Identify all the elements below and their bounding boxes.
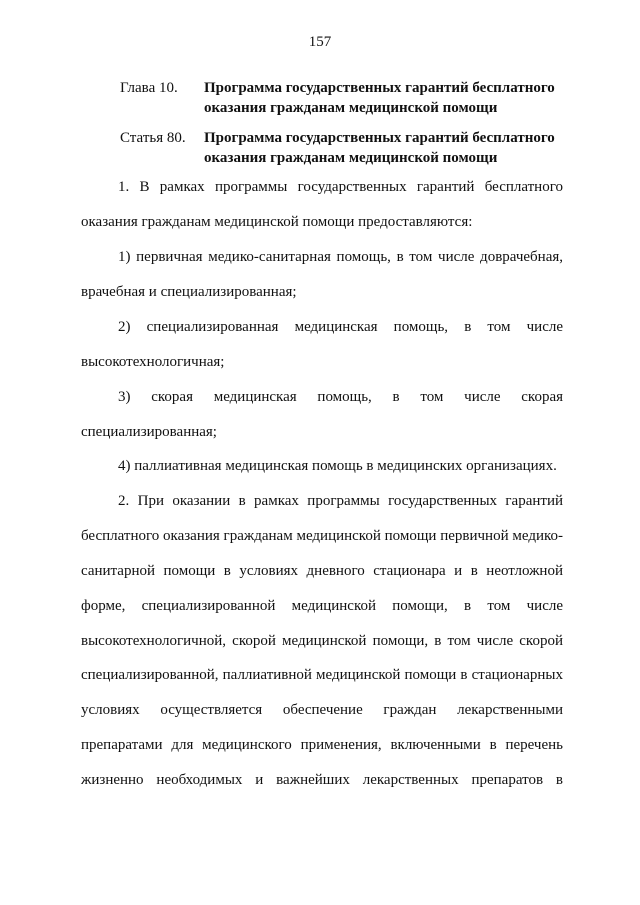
- paragraph-2-line: препаратами для медицинского применения, включенными в перечень: [81, 737, 563, 753]
- paragraph-1-line: 1. В рамках программы государственных гарантий бесплатного: [118, 179, 563, 195]
- article-title-line: Программа государственных гарантий бесплатного: [204, 130, 555, 146]
- list-item-2-line: высокотехнологичная;: [81, 354, 225, 370]
- paragraph-2-line: условиях осуществляется обеспечение граждан лекарственными: [81, 702, 563, 718]
- list-item-3-line: специализированная;: [81, 424, 217, 440]
- paragraph-2-line: специализированной, паллиативной медицинской помощи в стационарных: [81, 667, 563, 683]
- paragraph-2-line: жизненно необходимых и важнейших лекарственных препаратов в: [81, 772, 563, 788]
- paragraph-1-line: оказания гражданам медицинской помощи предоставляются:: [81, 214, 473, 230]
- chapter-title: [204, 78, 584, 118]
- paragraph-2-line: форме, специализированной медицинской помощи, в том числе: [81, 598, 563, 614]
- list-item-1-line: врачебная и специализированная;: [81, 284, 297, 300]
- chapter-title-line: Программа государственных гарантий бесплатного: [204, 80, 555, 96]
- article-label: Статья 80.: [120, 130, 186, 146]
- paragraph-2-line: бесплатного оказания гражданам медицинской помощи первичной медико-: [81, 528, 563, 544]
- article-title-line: оказания гражданам медицинской помощи: [204, 150, 498, 166]
- list-item-2-line: 2) специализированная медицинская помощь, в том числе: [118, 319, 563, 335]
- paragraph-2-line: 2. При оказании в рамках программы государственных гарантий: [118, 493, 563, 509]
- list-item-3-line: 3) скорая медицинская помощь, в том числе скорая: [118, 389, 563, 405]
- paragraph-2-line: санитарной помощи в условиях дневного стационара и в неотложной: [81, 563, 563, 579]
- chapter-label: Глава 10.: [120, 80, 178, 96]
- list-item-1-line: 1) первичная медико-санитарная помощь, в том числе доврачебная,: [118, 249, 563, 265]
- article-title: [204, 128, 584, 168]
- page-number: 157: [308, 34, 332, 50]
- list-item-4-line: 4) паллиативная медицинская помощь в медицинских организациях.: [118, 458, 557, 474]
- chapter-title-line: оказания гражданам медицинской помощи: [204, 100, 498, 116]
- paragraph-2-line: высокотехнологичной, скорой медицинской помощи, в том числе скорой: [81, 633, 563, 649]
